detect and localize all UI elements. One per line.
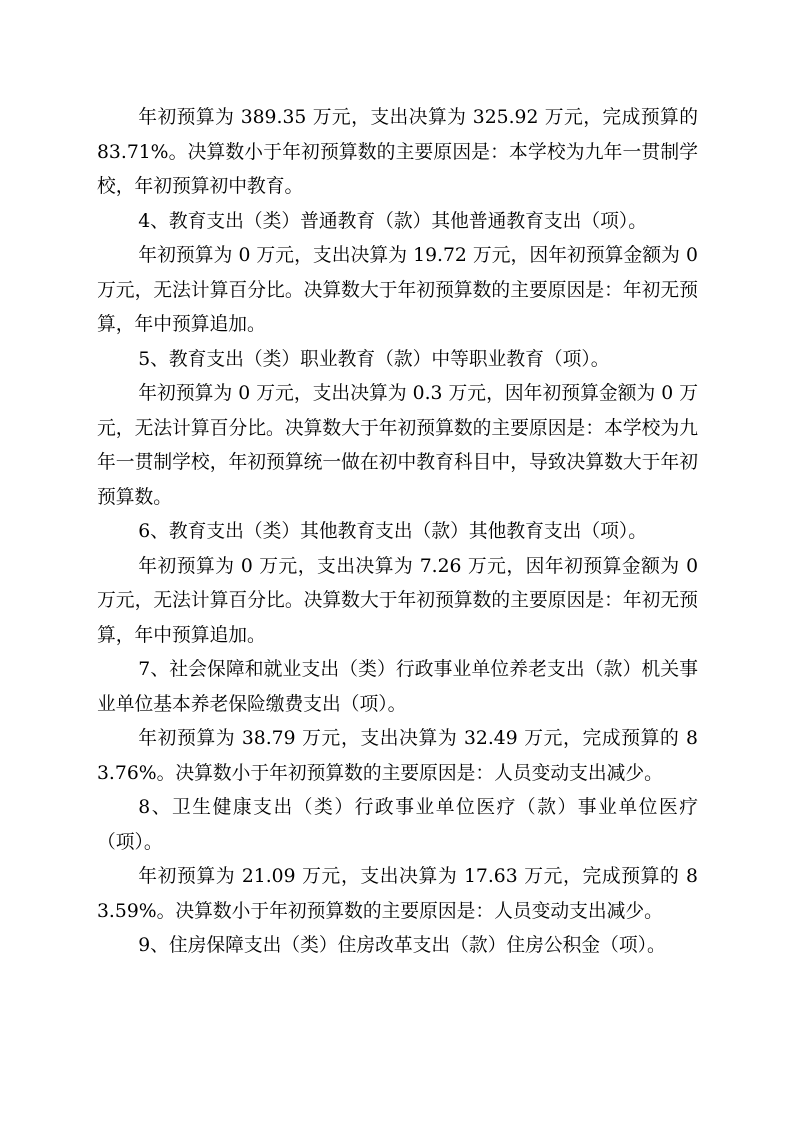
item-heading-6: 6、教育支出（类）其他教育支出（款）其他教育支出（项）。 bbox=[138, 521, 648, 542]
item-heading-7: 7、社会保障和就业支出（类）行政事业单位养老支出（款）机关事业单位基本养老保险缴费支出（项）。 bbox=[97, 659, 698, 715]
item-heading-9: 9、住房保障支出（类）住房改革支出（款）住房公积金（项）。 bbox=[138, 935, 666, 956]
item-heading-4: 4、教育支出（类）普通教育（款）其他普通教育支出（项）。 bbox=[138, 210, 648, 232]
budget-paragraph: 年初预算为 38.79 万元，支出决算为 32.49 万元，完成预算的 83.76%。决算数小于年初预算数的主要原因是：人员变动支出减少。 bbox=[97, 728, 698, 784]
budget-paragraph: 年初预算为 0 万元，支出决算为 0.3 万元，因年初预算金额为 0 万元，无法计算百分比。决算数大于年初预算数的主要原因是：本学校为九年一贯制学校，年初预算统一做在初中教育科目中，导致决算数大于年初预算数。 bbox=[97, 383, 698, 508]
budget-paragraph: 年初预算为 389.35 万元，支出决算为 325.92 万元，完成预算的 83.71%。决算数小于年初预算数的主要原因是：本学校为九年一贯制学校，年初预算初中教育。 bbox=[97, 107, 698, 197]
item-heading-5: 5、教育支出（类）职业教育（款）中等职业教育（项）。 bbox=[138, 348, 610, 370]
budget-paragraph: 年初预算为 0 万元，支出决算为 7.26 万元，因年初预算金额为 0 万元，无法计算百分比。决算数大于年初预算数的主要原因是：年初无预算，年中预算追加。 bbox=[97, 555, 698, 646]
budget-paragraph: 年初预算为 0 万元，支出决算为 19.72 万元，因年初预算金额为 0 万元，无法计算百分比。决算数大于年初预算数的主要原因是：年初无预算，年中预算追加。 bbox=[97, 245, 698, 335]
item-heading-8: 8、卫生健康支出（类）行政事业单位医疗（款）事业单位医疗（项）。 bbox=[97, 797, 698, 853]
budget-paragraph: 年初预算为 21.09 万元，支出决算为 17.63 万元，完成预算的 83.59%。决算数小于年初预算数的主要原因是：人员变动支出减少。 bbox=[97, 866, 698, 922]
